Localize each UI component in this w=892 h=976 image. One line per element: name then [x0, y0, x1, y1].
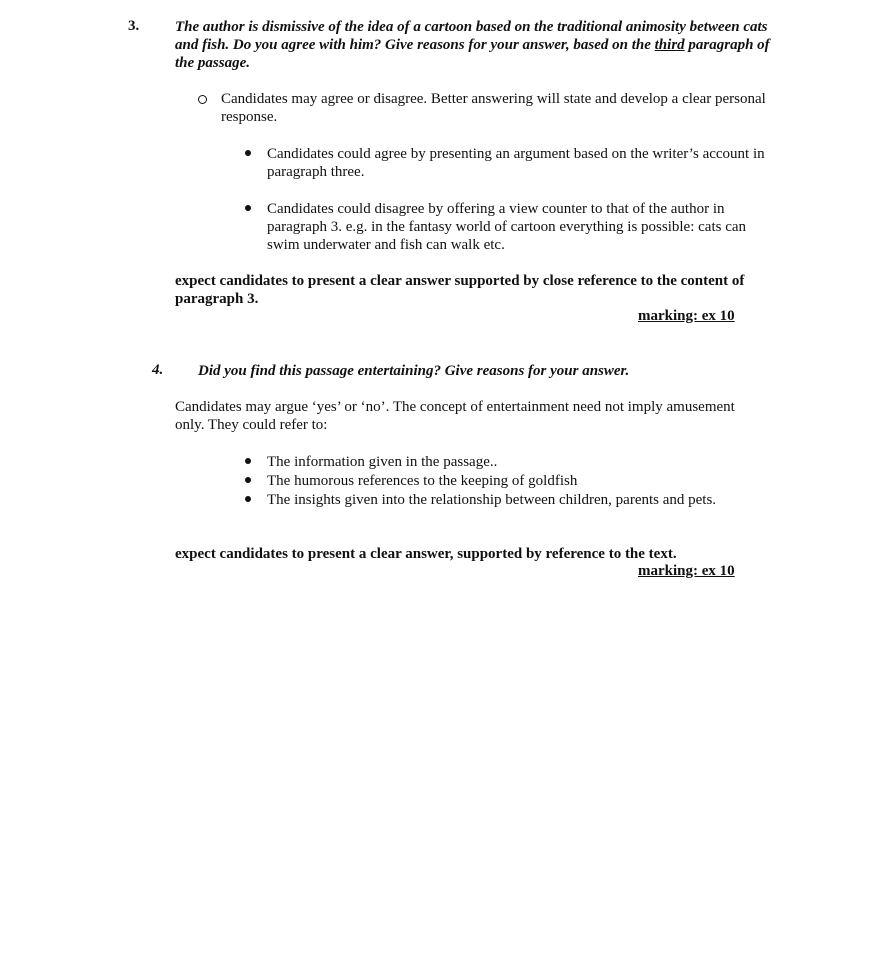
bullet-icon — [245, 150, 251, 156]
q3-question-part1: The author is dismissive of the idea of a cartoon based on the traditional animosity between cats and fish. Do you agree with him? Give reasons for your answer, based on the — [175, 19, 768, 53]
circle-bullet-icon — [198, 95, 207, 104]
q3-marking: marking: ex 10 — [638, 308, 735, 324]
q4-point: The humorous references to the keeping of goldfish — [267, 473, 578, 489]
q4-marking: marking: ex 10 — [638, 563, 735, 579]
q4-question: Did you find this passage entertaining? Give reasons for your answer. — [198, 363, 630, 379]
q3-question — [175, 18, 775, 72]
q4-expectation: expect candidates to present a clear answer, supported by reference to the text. — [175, 546, 677, 562]
q4-number: 4. — [152, 362, 164, 378]
q3-expectation: expect candidates to present a clear answer supported by close reference to the content of paragraph 3. — [175, 273, 745, 307]
q3-main-point: Candidates may agree or disagree. Better answering will state and develop a clear personal response. — [221, 91, 766, 125]
q3-question-underlined: third — [654, 37, 685, 53]
bullet-icon — [245, 205, 251, 211]
q4-point: The information given in the passage.. — [267, 454, 498, 470]
bullet-icon — [245, 458, 251, 464]
q3-sub-point: Candidates could disagree by offering a view counter to that of the author in paragraph 3. e.g. in the fantasy world of cartoon everything is possible: cats can swim underwater and fish can walk etc. — [267, 201, 747, 253]
q3-question-part2: paragraph of the passage. — [175, 37, 770, 71]
bullet-icon — [245, 477, 251, 483]
q4-intro: Candidates may argue ‘yes’ or ‘no’. The concept of entertainment need not imply amusement only. They could refer to: — [175, 399, 735, 433]
q3-sub-point: Candidates could agree by presenting an argument based on the writer’s account in paragraph three. — [267, 146, 765, 180]
q4-point: The insights given into the relationship between children, parents and pets. — [267, 492, 717, 508]
q3-number: 3. — [128, 18, 140, 34]
bullet-icon — [245, 496, 251, 502]
